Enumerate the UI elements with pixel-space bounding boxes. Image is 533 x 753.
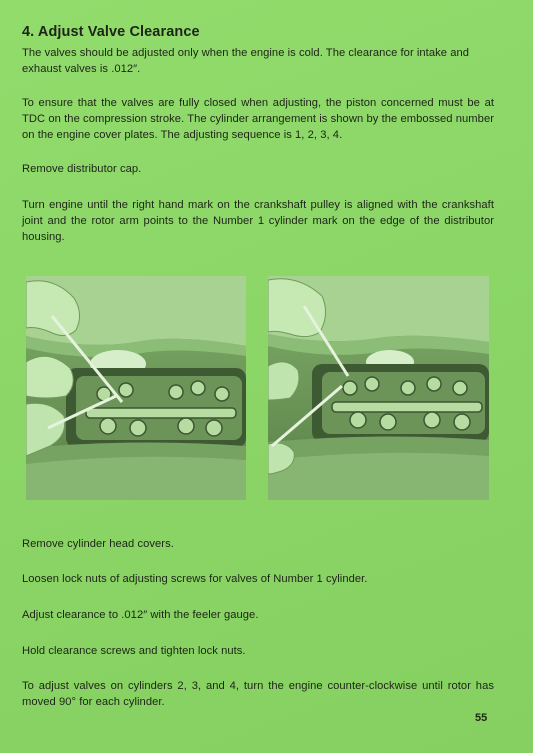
valve-adjustment-photo-left	[26, 276, 246, 500]
step-adjust-clearance: Adjust clearance to .012″ with the feeler gauge.	[22, 609, 259, 621]
step-tighten-lock-nuts: Hold clearance screws and tighten lock nuts.	[22, 645, 246, 657]
step-rotate-engine: To adjust valves on cylinders 2, 3, and 4, turn the engine counter-clockwise until rotor has moved 90° for each cylinder.	[22, 680, 494, 708]
valve-rocker-illustration-right	[268, 276, 489, 500]
step-loosen-lock-nuts: Loosen lock nuts of adjusting screws for valves of Number 1 cylinder.	[22, 573, 368, 585]
valve-adjustment-photo-right	[268, 276, 489, 500]
distributor-cap-paragraph: Remove distributor cap.	[22, 163, 142, 175]
tdc-paragraph: To ensure that the valves are fully closed when adjusting, the piston concerned must be at TDC on the compression stroke. The cylinder arrangement is shown by the embossed number on the engine cover plates. The adjusting sequence is 1, 2, 3, 4.	[22, 97, 494, 141]
section-heading: 4. Adjust Valve Clearance	[22, 24, 200, 40]
step-remove-covers: Remove cylinder head covers.	[22, 538, 174, 550]
valve-rocker-illustration	[26, 276, 246, 500]
page-number: 55	[475, 712, 488, 724]
crankshaft-paragraph: Turn engine until the right hand mark on the crankshaft pulley is aligned with the crankshaft joint and the rotor arm points to the Number 1 cylinder mark on the edge of the distributor housing.	[22, 199, 494, 243]
intro-paragraph: The valves should be adjusted only when the engine is cold. The clearance for intake and exhaust valves is .012″.	[22, 47, 470, 75]
